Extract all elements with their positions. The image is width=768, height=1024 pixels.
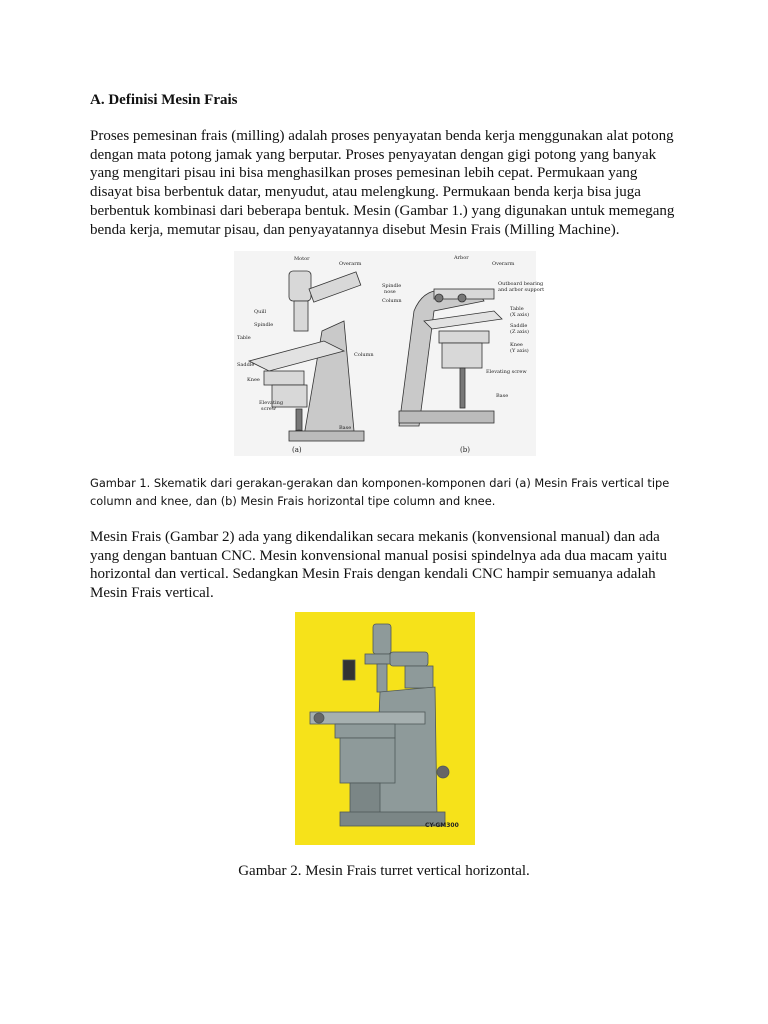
turret-milling-machine-drawing	[295, 612, 475, 845]
label-motor: Motor	[294, 256, 310, 262]
text-line: Proses pemesinan frais (milling) adalah proses penyayatan benda kerja menggunakan alat potong	[90, 128, 674, 144]
label-column: Column	[354, 352, 374, 358]
text-line: Mesin Frais vertical.	[90, 585, 214, 602]
figure-1-caption	[90, 474, 690, 510]
figure-1-schematic	[234, 251, 545, 456]
label-arbor: Arbor	[454, 255, 469, 261]
label-nose: nose	[384, 289, 396, 295]
model-label: CY-GM300	[425, 822, 459, 829]
label-outboard: Outboard bearing	[498, 281, 544, 287]
label-spindle: Spindle	[254, 322, 274, 328]
paragraph-definition	[90, 127, 690, 239]
label-quill: Quill	[254, 309, 267, 315]
label-table-b: Table	[510, 306, 524, 312]
label-saddle-b: Saddle	[510, 323, 528, 329]
text-line: Mesin Frais (Gambar 2) ada yang dikendalikan secara mekanis (konvensional manual) dan ada	[90, 529, 660, 545]
text-line: yang dengan bantuan CNC. Mesin konvensional manual posisi spindelnya ada dua macam yaitu	[90, 547, 667, 564]
subfigure-b-label: (b)	[460, 446, 470, 454]
label-knee: Knee	[247, 377, 260, 383]
label-saddle-axis: (Z axis)	[510, 329, 529, 335]
label-saddle: Saddle	[237, 362, 255, 368]
label-knee-axis: (Y axis)	[510, 348, 529, 354]
label-overarm: Overarm	[339, 261, 362, 267]
label-elevating: Elevating	[259, 400, 284, 406]
text-line: benda kerja, memutar pisau, dan penyayatannya disebut Mesin Frais (Milling Machine).	[90, 221, 620, 238]
text-line: yang mengitari pisau ini bisa menghasilkan proses pemesinan lebih cepat. Permukaan yang	[90, 165, 638, 182]
figure-2-caption: Gambar 2. Mesin Frais turret vertical horizontal.	[238, 863, 530, 879]
section-heading: A. Definisi Mesin Frais	[90, 92, 238, 108]
paragraph-machine-types	[90, 528, 690, 603]
label-table-axis: (X axis)	[510, 312, 530, 318]
text-line: dengan mata potong jamak yang berputar. Proses penyayatan dengan gigi potong yang banyak	[90, 146, 657, 163]
horizontal-machine-drawing	[399, 289, 502, 426]
caption-line: column and knee, dan (b) Mesin Frais horizontal tipe column and knee.	[90, 494, 496, 508]
label-arbor-support: and arbor support	[498, 287, 545, 293]
label-knee-b: Knee	[510, 342, 523, 348]
label-base: Base	[339, 425, 352, 431]
label-overarm-b: Overarm	[492, 261, 515, 267]
figure-2-photo	[295, 612, 475, 845]
label-column-b: Column	[382, 298, 402, 304]
text-line: disayat bisa berbentuk datar, menyudut, atau melengkung. Permukaan benda kerja bisa juga	[90, 184, 641, 201]
subfigure-a-label: (a)	[292, 446, 302, 454]
label-base-b: Base	[496, 393, 509, 399]
label-screw: screw	[261, 406, 276, 412]
text-line: horizontal dan vertical. Sedangkan Mesin Frais dengan kendali CNC hampir semuanya adalah	[90, 566, 656, 583]
label-elevating-screw: Elevating screw	[486, 369, 527, 375]
caption-line: Gambar 1. Skematik dari gerakan-gerakan dan komponen-komponen dari (a) Mesin Frais vertical tipe	[90, 476, 670, 490]
milling-schematic-drawing	[234, 251, 545, 456]
text-line: berbentuk kombinasi dari beberapa bentuk. Mesin (Gambar 1.) yang digunakan untuk memegang	[90, 202, 675, 219]
label-spindle-b: Spindle	[382, 283, 402, 289]
label-table: Table	[237, 335, 251, 341]
vertical-machine-drawing	[249, 271, 364, 441]
